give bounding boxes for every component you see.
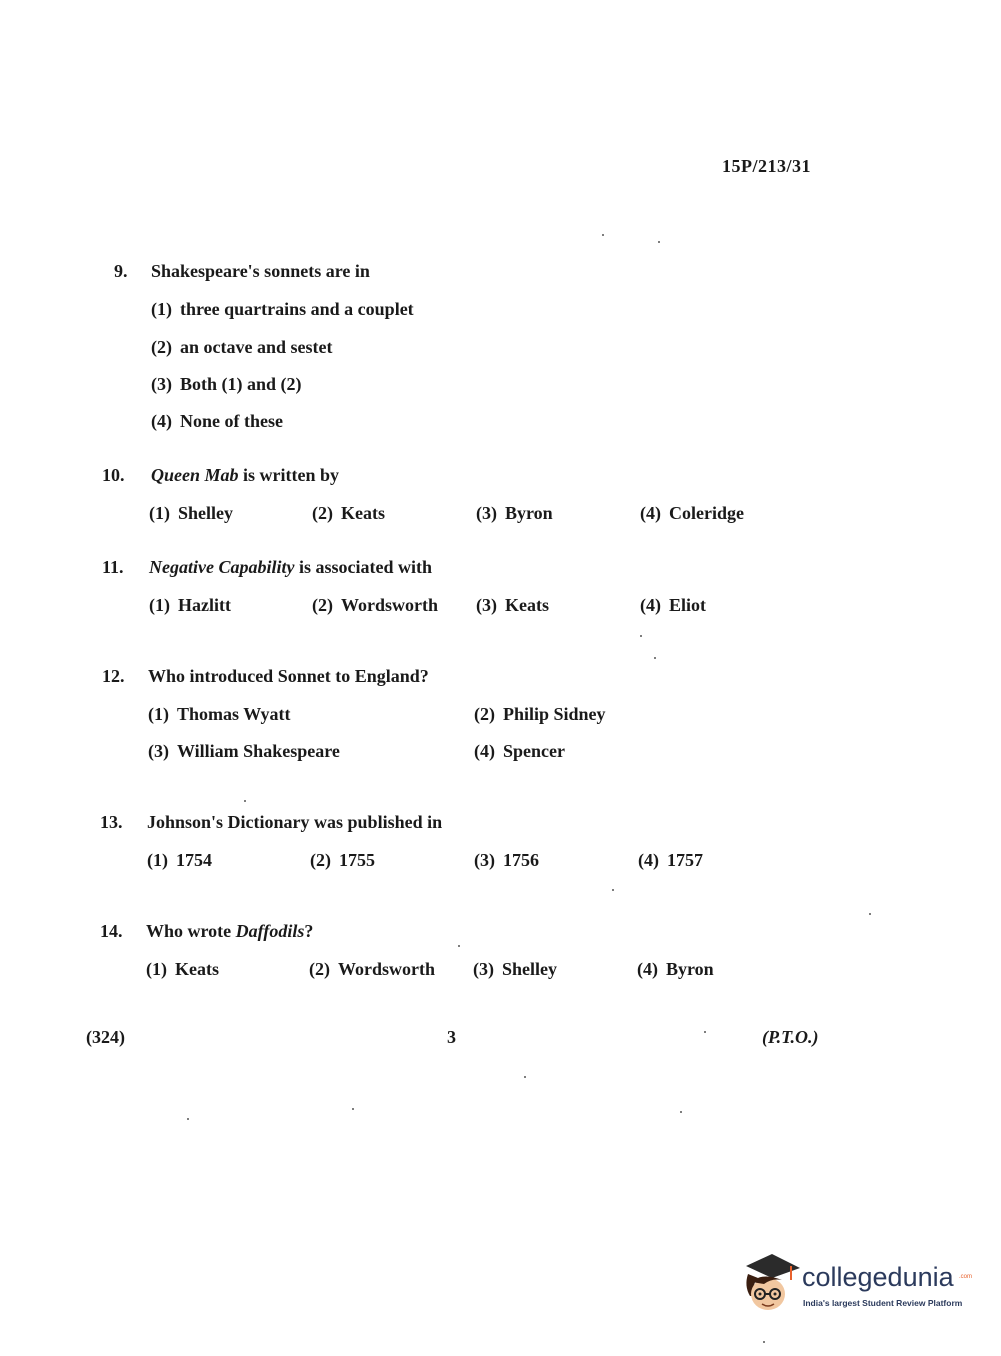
option-3: (3) Both (1) and (2) <box>151 374 302 394</box>
option-2: (2) an octave and sestet <box>151 337 333 357</box>
logo-tagline: India's largest Student Review Platform <box>803 1298 963 1308</box>
option-4: (4) Byron <box>637 959 714 979</box>
question-text: Negative Capability is associated with <box>149 557 432 577</box>
question-text: Queen Mab is written by <box>151 465 340 485</box>
option-4: (4) 1757 <box>638 850 703 870</box>
question-text: Johnson's Dictionary was published in <box>147 812 443 832</box>
logo-domain-suffix: .com <box>959 1274 973 1280</box>
option-4: (4) Spencer <box>474 741 565 761</box>
question-number: 13. <box>100 812 123 832</box>
option-3: (3) Byron <box>476 503 553 523</box>
question-text: Who wrote Daffodils? <box>146 921 314 941</box>
option-1: (1) Keats <box>146 959 219 979</box>
question-number: 12. <box>102 666 125 686</box>
option-2: (2) Keats <box>312 503 385 523</box>
option-4: (4) Coleridge <box>640 503 744 523</box>
question-text: Shakespeare's sonnets are in <box>151 261 370 281</box>
question-number: 11. <box>102 557 124 577</box>
option-1: (1) Thomas Wyatt <box>148 704 291 724</box>
question-text: Who introduced Sonnet to England? <box>148 666 429 686</box>
option-3: (3) 1756 <box>474 850 539 870</box>
question-number: 10. <box>102 465 125 485</box>
option-2: (2) Philip Sidney <box>474 704 606 724</box>
option-3: (3) Shelley <box>473 959 558 979</box>
option-2: (2) 1755 <box>310 850 375 870</box>
option-4: (4) Eliot <box>640 595 707 615</box>
collegedunia-logo[interactable] <box>742 1250 972 1320</box>
option-1: (1) Shelley <box>149 503 234 523</box>
footer-code: (324) <box>86 1027 125 1047</box>
paper-code: 15P/213/31 <box>722 156 811 176</box>
question-number: 14. <box>100 921 123 941</box>
option-4: (4) None of these <box>151 411 283 431</box>
logo-wordmark: collegedunia <box>802 1262 954 1292</box>
pto-label: (P.T.O.) <box>762 1027 819 1047</box>
option-2: (2) Wordsworth <box>312 595 439 615</box>
mascot-icon <box>742 1252 802 1314</box>
page-number: 3 <box>447 1027 456 1047</box>
option-3: (3) William Shakespeare <box>148 741 340 761</box>
option-1: (1) Hazlitt <box>149 595 231 615</box>
question-number: 9. <box>114 261 128 281</box>
option-1: (1) three quartrains and a couplet <box>151 299 414 319</box>
option-2: (2) Wordsworth <box>309 959 436 979</box>
option-3: (3) Keats <box>476 595 549 615</box>
option-1: (1) 1754 <box>147 850 212 870</box>
